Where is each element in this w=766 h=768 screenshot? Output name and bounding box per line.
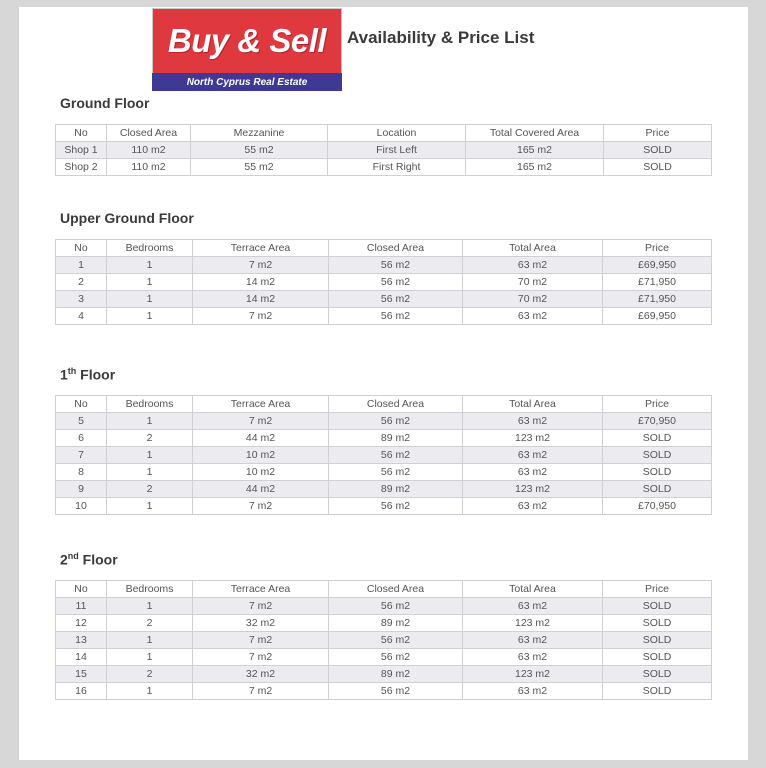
table-header-row <box>56 125 712 142</box>
cell: 7 m2 <box>193 598 329 615</box>
cell: Shop 1 <box>56 142 107 159</box>
cell: 32 m2 <box>193 666 329 683</box>
cell: 56 m2 <box>329 683 463 700</box>
column-header: Total Area <box>463 396 603 413</box>
cell: 3 <box>56 291 107 308</box>
table-row <box>56 308 712 325</box>
column-header: Terrace Area <box>193 396 329 413</box>
column-header: Bedrooms <box>107 396 193 413</box>
table-row <box>56 632 712 649</box>
column-header: Total Area <box>463 581 603 598</box>
cell: 44 m2 <box>193 430 329 447</box>
ground-floor-table <box>55 124 712 176</box>
cell: 44 m2 <box>193 481 329 498</box>
cell: 7 m2 <box>193 683 329 700</box>
table-row <box>56 598 712 615</box>
cell: 1 <box>107 274 193 291</box>
first-floor-title <box>60 366 115 383</box>
cell: 63 m2 <box>463 683 603 700</box>
cell: 123 m2 <box>463 666 603 683</box>
table-row <box>56 498 712 515</box>
table-row <box>56 159 712 176</box>
cell: 16 <box>56 683 107 700</box>
cell: 2 <box>56 274 107 291</box>
upper-ground-floor-table <box>55 239 712 325</box>
cell: 123 m2 <box>463 615 603 632</box>
column-header: No <box>56 125 107 142</box>
cell: 1 <box>107 683 193 700</box>
cell: 14 <box>56 649 107 666</box>
cell: 123 m2 <box>463 481 603 498</box>
table-row <box>56 481 712 498</box>
table-row <box>56 291 712 308</box>
cell: 1 <box>107 308 193 325</box>
column-header: Location <box>328 125 466 142</box>
cell: 7 m2 <box>193 308 329 325</box>
first-floor-title-number: 1 <box>60 366 68 383</box>
cell: SOLD <box>603 683 712 700</box>
cell: 56 m2 <box>329 498 463 515</box>
cell: 4 <box>56 308 107 325</box>
second-floor-table <box>55 580 712 700</box>
cell: 70 m2 <box>463 274 603 291</box>
cell: 12 <box>56 615 107 632</box>
column-header: Price <box>604 125 712 142</box>
cell: 10 m2 <box>193 447 329 464</box>
cell: SOLD <box>603 598 712 615</box>
cell: 89 m2 <box>329 481 463 498</box>
column-header: No <box>56 581 107 598</box>
cell: 2 <box>107 666 193 683</box>
table-header-row <box>56 240 712 257</box>
logo-red-banner <box>152 8 342 73</box>
cell: 63 m2 <box>463 447 603 464</box>
cell: £69,950 <box>603 308 712 325</box>
table-row <box>56 666 712 683</box>
cell: 15 <box>56 666 107 683</box>
logo-main-text: Buy & Sell <box>167 22 327 59</box>
column-header: Terrace Area <box>193 240 329 257</box>
cell: 7 m2 <box>193 649 329 666</box>
cell: 55 m2 <box>191 142 328 159</box>
buy-and-sell-logo <box>152 8 342 91</box>
column-header: Price <box>603 240 712 257</box>
cell: 13 <box>56 632 107 649</box>
table-row <box>56 142 712 159</box>
column-header: Closed Area <box>329 240 463 257</box>
column-header: Closed Area <box>107 125 191 142</box>
cell: 63 m2 <box>463 257 603 274</box>
cell: SOLD <box>603 481 712 498</box>
cell: First Right <box>328 159 466 176</box>
cell: 1 <box>107 598 193 615</box>
second-floor-title <box>60 551 118 568</box>
cell: 1 <box>107 257 193 274</box>
cell: 2 <box>107 430 193 447</box>
ground-floor-title: Ground Floor <box>60 95 150 111</box>
cell: 1 <box>107 413 193 430</box>
column-header: Closed Area <box>329 396 463 413</box>
cell: Shop 2 <box>56 159 107 176</box>
cell: 89 m2 <box>329 666 463 683</box>
cell: 7 m2 <box>193 413 329 430</box>
cell: First Left <box>328 142 466 159</box>
cell: 14 m2 <box>193 274 329 291</box>
cell: 56 m2 <box>329 464 463 481</box>
cell: 123 m2 <box>463 430 603 447</box>
cell: 56 m2 <box>329 257 463 274</box>
cell: 63 m2 <box>463 598 603 615</box>
logo-sub-text: North Cyprus Real Estate <box>186 76 308 88</box>
first-floor-title-word: Floor <box>76 366 116 383</box>
column-header: No <box>56 396 107 413</box>
column-header: Price <box>603 581 712 598</box>
cell: 89 m2 <box>329 430 463 447</box>
upper-ground-floor-title: Upper Ground Floor <box>60 210 194 226</box>
cell: 1 <box>107 291 193 308</box>
table-row <box>56 413 712 430</box>
cell: SOLD <box>604 142 712 159</box>
cell: SOLD <box>603 464 712 481</box>
cell: 56 m2 <box>329 291 463 308</box>
table-header-row <box>56 581 712 598</box>
table-row <box>56 464 712 481</box>
cell: £71,950 <box>603 291 712 308</box>
cell: 110 m2 <box>107 142 191 159</box>
cell: £70,950 <box>603 413 712 430</box>
column-header: Bedrooms <box>107 581 193 598</box>
cell: 165 m2 <box>466 142 604 159</box>
cell: 56 m2 <box>329 274 463 291</box>
cell: 9 <box>56 481 107 498</box>
cell: 2 <box>107 615 193 632</box>
cell: 55 m2 <box>191 159 328 176</box>
table-row <box>56 274 712 291</box>
cell: 14 m2 <box>193 291 329 308</box>
cell: 10 m2 <box>193 464 329 481</box>
cell: 1 <box>107 464 193 481</box>
column-header: No <box>56 240 107 257</box>
cell: 1 <box>107 498 193 515</box>
second-floor-title-number: 2 <box>60 551 68 568</box>
cell: 70 m2 <box>463 291 603 308</box>
cell: £70,950 <box>603 498 712 515</box>
cell: 63 m2 <box>463 498 603 515</box>
cell: SOLD <box>604 159 712 176</box>
cell: 5 <box>56 413 107 430</box>
cell: SOLD <box>603 447 712 464</box>
column-header: Total Area <box>463 240 603 257</box>
table-row <box>56 649 712 666</box>
cell: 110 m2 <box>107 159 191 176</box>
cell: £71,950 <box>603 274 712 291</box>
cell: 11 <box>56 598 107 615</box>
cell: £69,950 <box>603 257 712 274</box>
first-floor-table <box>55 395 712 515</box>
cell: SOLD <box>603 649 712 666</box>
cell: 165 m2 <box>466 159 604 176</box>
column-header: Terrace Area <box>193 581 329 598</box>
cell: 32 m2 <box>193 615 329 632</box>
cell: 56 m2 <box>329 649 463 666</box>
table-row <box>56 257 712 274</box>
second-floor-title-suffix: nd <box>67 551 79 561</box>
cell: 56 m2 <box>329 632 463 649</box>
document-title: Availability & Price List <box>347 28 535 47</box>
cell: 63 m2 <box>463 649 603 666</box>
cell: 1 <box>107 632 193 649</box>
second-floor-title-word: Floor <box>78 551 118 568</box>
column-header: Bedrooms <box>107 240 193 257</box>
cell: SOLD <box>603 615 712 632</box>
cell: 7 m2 <box>193 498 329 515</box>
cell: SOLD <box>603 632 712 649</box>
cell: 1 <box>107 649 193 666</box>
cell: 63 m2 <box>463 464 603 481</box>
cell: 63 m2 <box>463 632 603 649</box>
cell: 7 m2 <box>193 632 329 649</box>
table-header-row <box>56 396 712 413</box>
cell: 56 m2 <box>329 308 463 325</box>
cell: 56 m2 <box>329 447 463 464</box>
column-header: Total Covered Area <box>466 125 604 142</box>
cell: 8 <box>56 464 107 481</box>
column-header: Closed Area <box>329 581 463 598</box>
cell: 7 <box>56 447 107 464</box>
column-header: Mezzanine <box>191 125 328 142</box>
table-row <box>56 447 712 464</box>
table-row <box>56 430 712 447</box>
price-list-document <box>19 7 748 760</box>
cell: 7 m2 <box>193 257 329 274</box>
cell: SOLD <box>603 666 712 683</box>
column-header: Price <box>603 396 712 413</box>
logo-blue-strip <box>152 73 342 91</box>
cell: SOLD <box>603 430 712 447</box>
cell: 56 m2 <box>329 598 463 615</box>
table-row <box>56 683 712 700</box>
cell: 6 <box>56 430 107 447</box>
first-floor-title-suffix: th <box>67 366 77 376</box>
cell: 63 m2 <box>463 308 603 325</box>
cell: 63 m2 <box>463 413 603 430</box>
cell: 1 <box>107 447 193 464</box>
cell: 10 <box>56 498 107 515</box>
cell: 89 m2 <box>329 615 463 632</box>
cell: 2 <box>107 481 193 498</box>
table-row <box>56 615 712 632</box>
cell: 56 m2 <box>329 413 463 430</box>
cell: 1 <box>56 257 107 274</box>
